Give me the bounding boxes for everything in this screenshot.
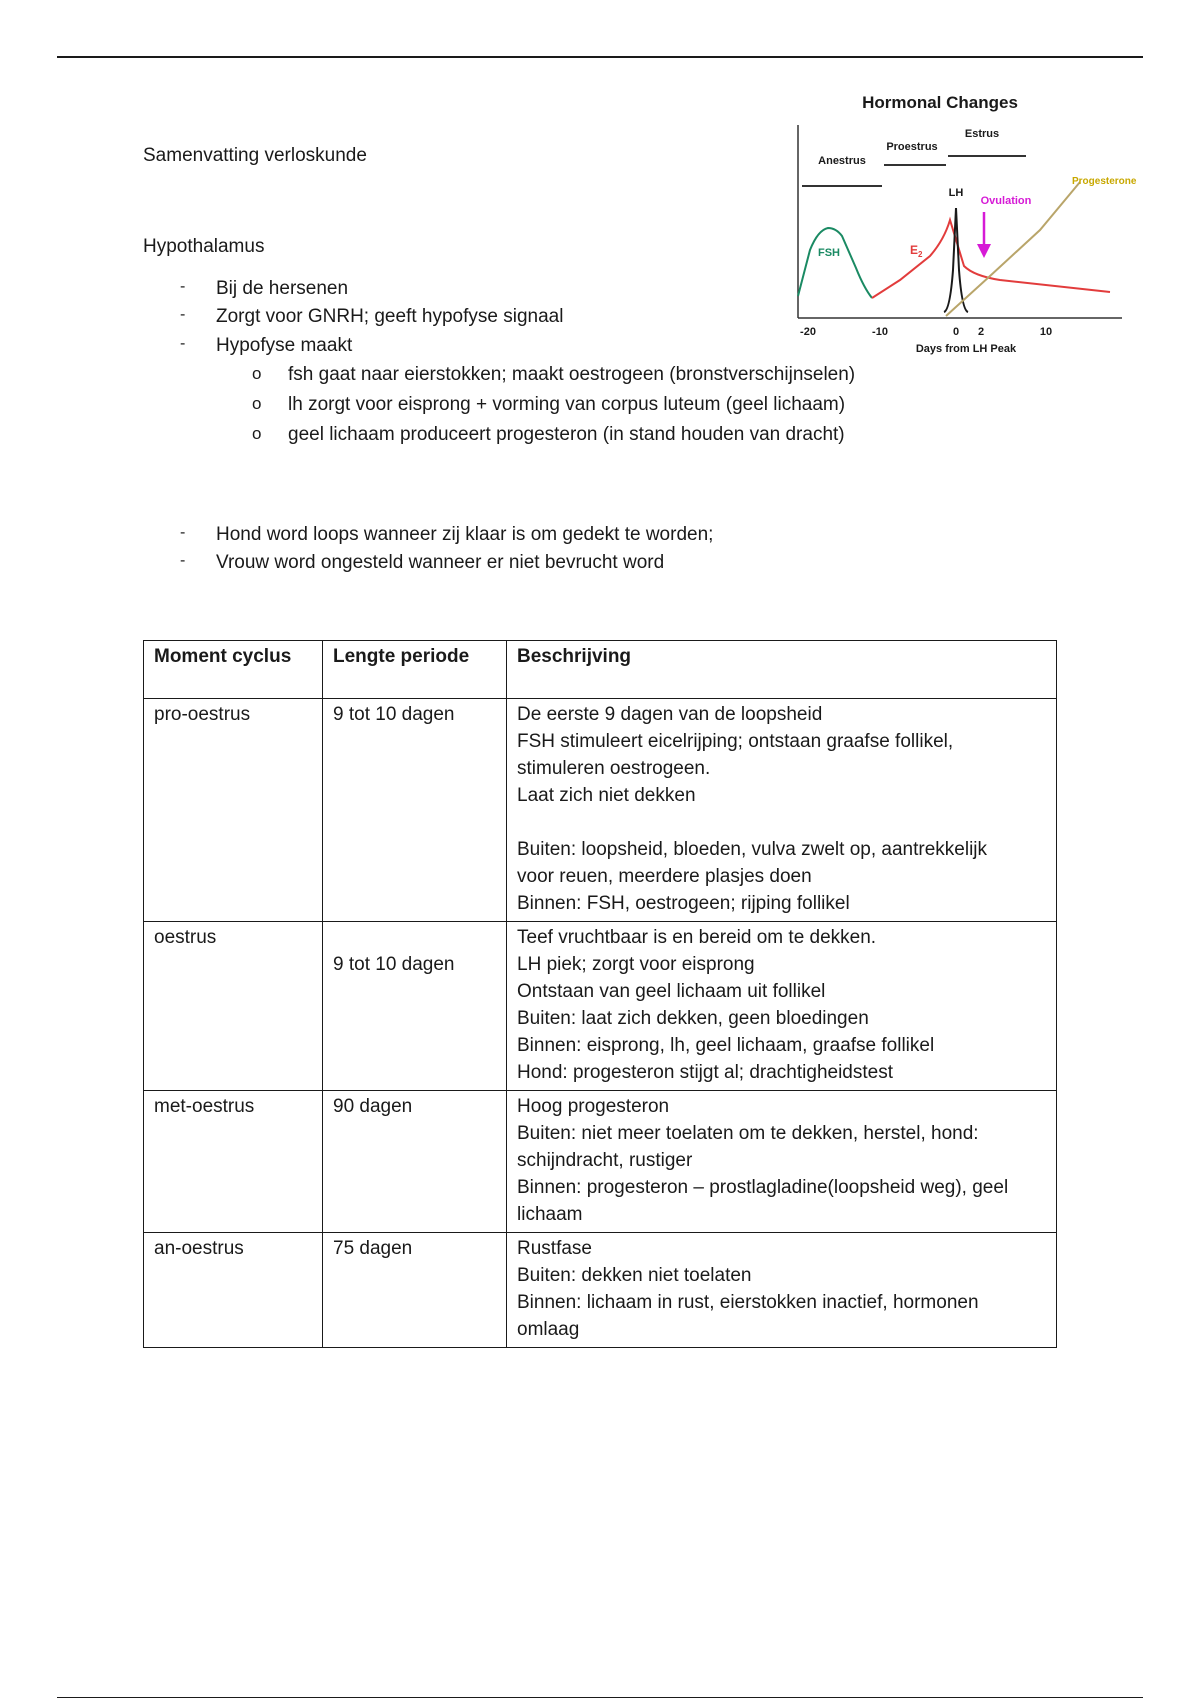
cell-moment: an-oestrus	[144, 1233, 323, 1348]
table-row	[144, 922, 1057, 1091]
dash-bullet-icon: -	[180, 552, 186, 569]
circle-bullet-icon: o	[252, 394, 262, 413]
progesterone-label: Progesterone	[1072, 176, 1137, 187]
x-tick-label: 2	[977, 326, 985, 338]
table-header-row	[144, 641, 1057, 699]
header-lengte-periode: Lengte periode	[323, 641, 507, 699]
phase-label-proestrus: Proestrus	[886, 141, 938, 153]
cell-description: Teef vruchtbaar is en bereid om te dekken. LH piek; zorgt voor eisprong Ontstaan van geel lichaam uit follikel Buiten: laat zich dekken, geen bloedingen Binnen: eisprong, lh, geel lichaam, graafse follikel Hond: progesteron stijgt al; drachtigheidstest	[507, 922, 1057, 1091]
ovulation-arrow-icon	[977, 244, 991, 258]
circle-bullet-icon: o	[252, 424, 262, 443]
hormonal-changes-svg	[760, 80, 1137, 360]
phase-label-estrus: Estrus	[964, 128, 1000, 140]
cell-length: 75 dagen	[323, 1233, 507, 1348]
header-moment-cyclus: Moment cyclus	[144, 641, 323, 699]
ovulation-label: Ovulation	[980, 195, 1032, 207]
table-row	[144, 1233, 1057, 1348]
dash-bullet-icon: -	[180, 335, 186, 352]
cell-description: Rustfase Buiten: dekken niet toelaten Binnen: lichaam in rust, eierstokken inactief, hormonen omlaag	[507, 1233, 1057, 1348]
page-top-rule	[57, 56, 1143, 58]
dash-bullet-icon: -	[180, 524, 186, 541]
cell-moment: pro-oestrus	[144, 699, 323, 922]
page-bottom-rule	[57, 1697, 1143, 1698]
table-row	[144, 699, 1057, 922]
cell-moment: oestrus	[144, 922, 323, 1091]
lh-label: LH	[948, 187, 964, 199]
fsh-curve	[798, 228, 872, 298]
section-title-hypothalamus: Hypothalamus	[143, 236, 265, 257]
cell-length: 9 tot 10 dagen	[323, 922, 507, 1091]
header-beschrijving: Beschrijving	[507, 641, 1057, 699]
circle-bullet-icon: o	[252, 364, 262, 383]
table-row	[144, 1091, 1057, 1233]
x-tick-label: 10	[1039, 326, 1053, 338]
cell-length: 9 tot 10 dagen	[323, 699, 507, 922]
cell-moment: met-oestrus	[144, 1091, 323, 1233]
dash-bullet-icon: -	[180, 278, 186, 295]
hormonal-changes-chart	[760, 80, 1137, 360]
cell-length: 90 dagen	[323, 1091, 507, 1233]
x-tick-label: 0	[952, 326, 960, 338]
cell-description: Hoog progesteron Buiten: niet meer toelaten om te dekken, herstel, hond: schijndracht, rustiger Binnen: progesteron – prostlagladine(loopsheid weg), geel lichaam	[507, 1091, 1057, 1233]
e2-curve	[872, 220, 1110, 298]
cycle-table	[143, 640, 1057, 1348]
lh-curve	[944, 208, 968, 312]
x-tick-label: -10	[872, 326, 888, 338]
x-tick-label: -20	[800, 326, 816, 338]
fsh-label: FSH	[818, 247, 840, 259]
e2-label	[910, 243, 923, 259]
cell-description: De eerste 9 dagen van de loopsheid FSH stimuleert eicelrijping; ontstaan graafse follikel, stimuleren oestrogeen. Laat zich niet dekken Buiten: loopsheid, bloeden, vulva zwelt op, aantrekkelijk voor reuen, meerdere plasjes doen Binnen: FSH, oestrogeen; rijping follikel	[507, 699, 1057, 922]
x-axis-label: Days from LH Peak	[915, 343, 1017, 355]
phase-label-anestrus: Anestrus	[818, 155, 866, 167]
chart-title: Hormonal Changes	[862, 93, 1018, 112]
document-title: Samenvatting verloskunde	[143, 145, 367, 166]
e2-label-text: E	[910, 243, 919, 257]
e2-label-subscript: 2	[918, 250, 923, 259]
dash-bullet-icon: -	[180, 306, 186, 323]
